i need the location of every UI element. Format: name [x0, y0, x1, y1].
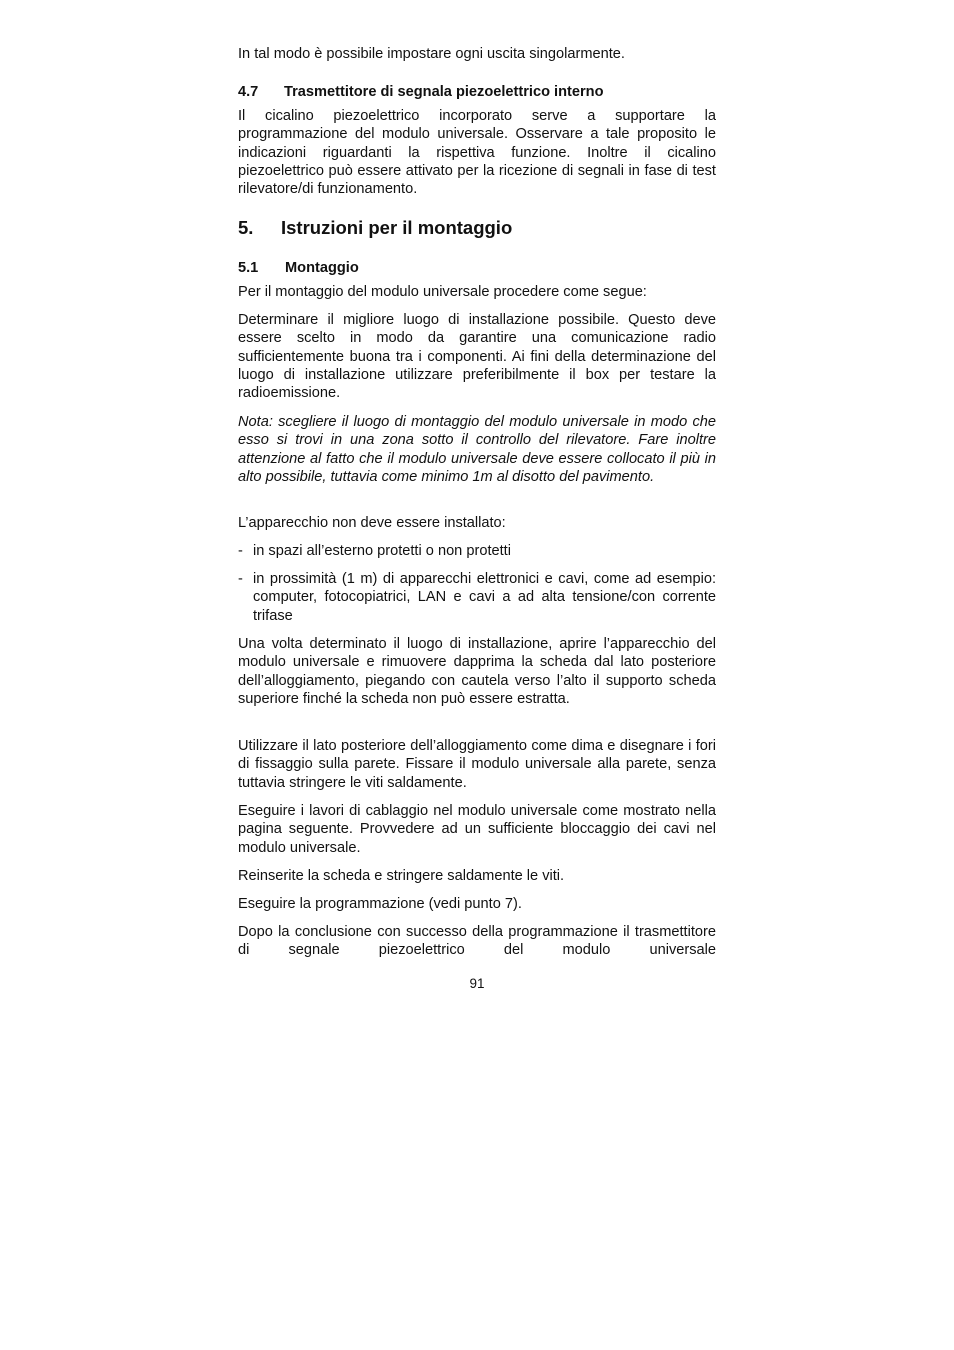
paragraph-programming: Eseguire la programmazione (vedi punto 7).: [238, 896, 522, 912]
chapter-title: Istruzioni per il montaggio: [281, 217, 513, 238]
section-4-7-heading: [238, 83, 716, 101]
note-paragraph: Nota: scegliere il luogo di montaggio del modulo universale in modo che esso si trovi in una zona sotto il controllo del rilevatore. Fare inoltre attenzione al fatto che il modulo universale deve essere collocato il più in alto possibile, tuttavia come minimo 1m al disotto del pavimento.: [238, 414, 716, 485]
paragraph-conclusion: Dopo la conclusione con successo della programmazione il trasmettitore di segnale piezoelettrico del modulo universale: [238, 924, 716, 959]
chapter-number: 5.: [238, 217, 254, 238]
list-item: [238, 542, 716, 560]
paragraph-location: Determinare il migliore luogo di installazione possibile. Questo deve essere scelto in modo da garantire una comunicazione radio sufficientemente buona tra i componenti. Ai fini della determinazione del luogo di installazione utilizzare preferibilmente il box per testare la radioemissione.: [238, 312, 716, 402]
chapter-5-heading: [238, 217, 716, 239]
section-title: Trasmettitore di segnala piezoelettrico interno: [284, 84, 604, 100]
section-number: 4.7: [238, 84, 259, 100]
section-4-7-body: Il cicalino piezoelettrico incorporato serve a supportare la programmazione del modulo universale. Osservare a tale proposito le indicazioni riguardanti la rispettiva funzione. Inoltre il cicalino piezoelettrico può essere attivato per la ricezione di segnali in fase di test rilevatore/di funzionamento.: [238, 108, 716, 198]
section-number: 5.1: [238, 260, 259, 276]
paragraph-reinsert: Reinserite la scheda e stringere saldamente le viti.: [238, 868, 565, 884]
paragraph-procedure-intro: Per il montaggio del modulo universale procedere come segue:: [238, 284, 647, 300]
section-title: Montaggio: [285, 260, 359, 276]
intro-paragraph: In tal modo è possibile impostare ogni uscita singolarmente.: [238, 46, 625, 62]
paragraph-not-installed: L’apparecchio non deve essere installato:: [238, 515, 506, 531]
list-dash: -: [238, 543, 243, 559]
list-item: [238, 570, 716, 625]
paragraph-wiring: Eseguire i lavori di cablaggio nel modulo universale come mostrato nella pagina seguente. Provvedere ad un sufficiente bloccaggio dei cavi nel modulo universale.: [238, 803, 716, 856]
list-dash: -: [238, 571, 243, 587]
paragraph-template: Utilizzare il lato posteriore dell’alloggiamento come dima e disegnare i fori di fissaggio sulla parete. Fissare il modulo universale alla parete, senza tuttavia stringere le viti saldamente.: [238, 738, 716, 791]
list-item-text: in prossimità (1 m) di apparecchi elettronici e cavi, come ad esempio: computer, fotocopiatrici, LAN e cavi a ad alta tensione/con corrente trifase: [253, 571, 716, 624]
page-number: 91: [469, 976, 485, 991]
list-item-text: in spazi all’esterno protetti o non protetti: [253, 543, 511, 559]
paragraph-open-device: Una volta determinato il luogo di installazione, aprire l’apparecchio del modulo universale e rimuovere dapprima la scheda dal lato posteriore dell’alloggiamento, piegando con cautela verso l’alto il supporto scheda superiore finché la scheda non può essere estratta.: [238, 636, 716, 707]
section-5-1-heading: [238, 259, 716, 277]
